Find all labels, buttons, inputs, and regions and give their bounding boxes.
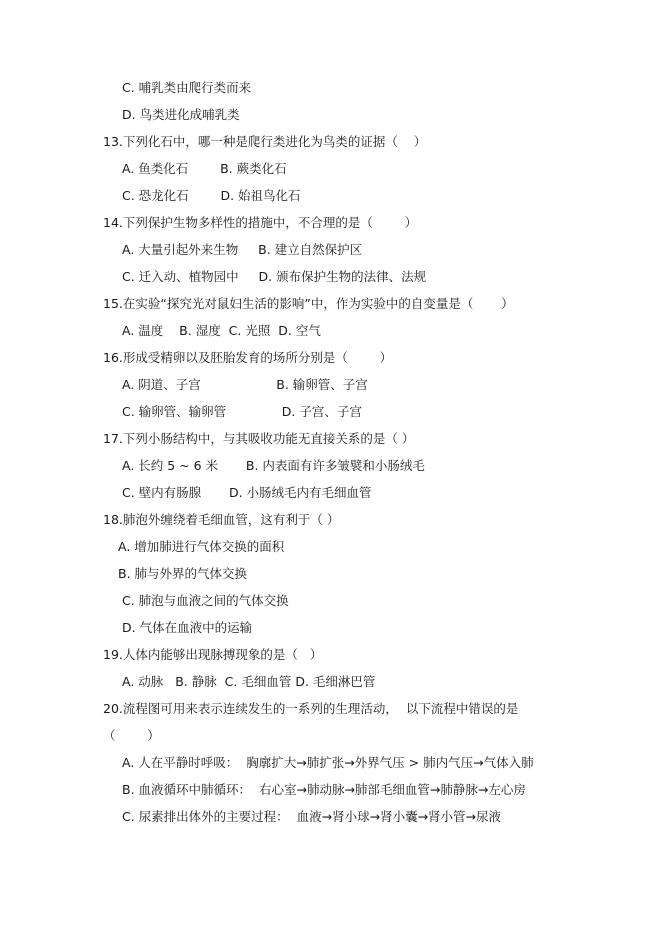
options-17-cd: C. 壁内有肠腺 D. 小肠绒毛内有毛细血管 bbox=[122, 485, 372, 500]
option-18d: D. 气体在血液中的运输 bbox=[122, 620, 253, 635]
question-14: 14.下列保护生物多样性的措施中，不合理的是（ ） bbox=[103, 215, 418, 230]
options-19: A. 动脉 B. 静脉 C. 毛细血管 D. 毛细淋巴管 bbox=[122, 674, 376, 689]
options-14-ab: A. 大量引起外来生物 B. 建立自然保护区 bbox=[122, 242, 363, 257]
options-16-cd: C. 输卵管、输卵管 D. 子宫、子宫 bbox=[122, 404, 362, 419]
option-12d: D. 鸟类进化成哺乳类 bbox=[122, 107, 240, 122]
options-14-cd: C. 迁入动、植物园中 D. 颁布保护生物的法律、法规 bbox=[122, 269, 427, 284]
question-17: 17.下列小肠结构中，与其吸收功能无直接关系的是（ ） bbox=[103, 431, 415, 446]
question-19: 19.人体内能够出现脉搏现象的是（ ） bbox=[103, 647, 323, 662]
option-20b: B. 血液循环中肺循环： 右心室→肺动脉→肺部毛细血管→肺静脉→左心房 bbox=[122, 782, 526, 797]
option-18c: C. 肺泡与血液之间的气体交换 bbox=[122, 593, 289, 608]
question-20: 20.流程图可用来表示连续发生的一系列的生理活动， 以下流程中错误的是 bbox=[103, 701, 519, 716]
question-18: 18.肺泡外缠绕着毛细血管，这有利于（ ） bbox=[103, 512, 340, 527]
option-20a: A. 人在平静时呼吸： 胸廓扩大→肺扩张→外界气压 > 肺内气压→气体入肺 bbox=[122, 755, 534, 770]
option-12c: C. 哺乳类由爬行类而来 bbox=[122, 80, 252, 95]
option-18a: A. 增加肺进行气体交换的面积 bbox=[118, 539, 285, 554]
question-13: 13.下列化石中，哪一种是爬行类进化为鸟类的证据（ ） bbox=[103, 134, 427, 149]
options-13-ab: A. 鱼类化石 B. 蕨类化石 bbox=[122, 161, 287, 176]
options-15: A. 温度 B. 湿度 C. 光照 D. 空气 bbox=[122, 323, 321, 338]
option-18b: B. 肺与外界的气体交换 bbox=[118, 566, 248, 581]
options-13-cd: C. 恐龙化石 D. 始祖鸟化石 bbox=[122, 188, 301, 203]
options-16-ab: A. 阴道、子宫 B. 输卵管、子宫 bbox=[122, 377, 368, 392]
question-20-paren: （ ） bbox=[103, 728, 160, 743]
question-15: 15.在实验“探究光对鼠妇生活的影响”中，作为实验中的自变量是（ ） bbox=[103, 296, 514, 311]
options-17-ab: A. 长约 5 ~ 6 米 B. 内表面有许多皱襞和小肠绒毛 bbox=[122, 458, 425, 473]
question-16: 16.形成受精卵以及胚胎发育的场所分别是（ ） bbox=[103, 350, 393, 365]
option-20c: C. 尿素排出体外的主要过程： 血液→肾小球→肾小囊→肾小管→尿液 bbox=[122, 809, 502, 824]
